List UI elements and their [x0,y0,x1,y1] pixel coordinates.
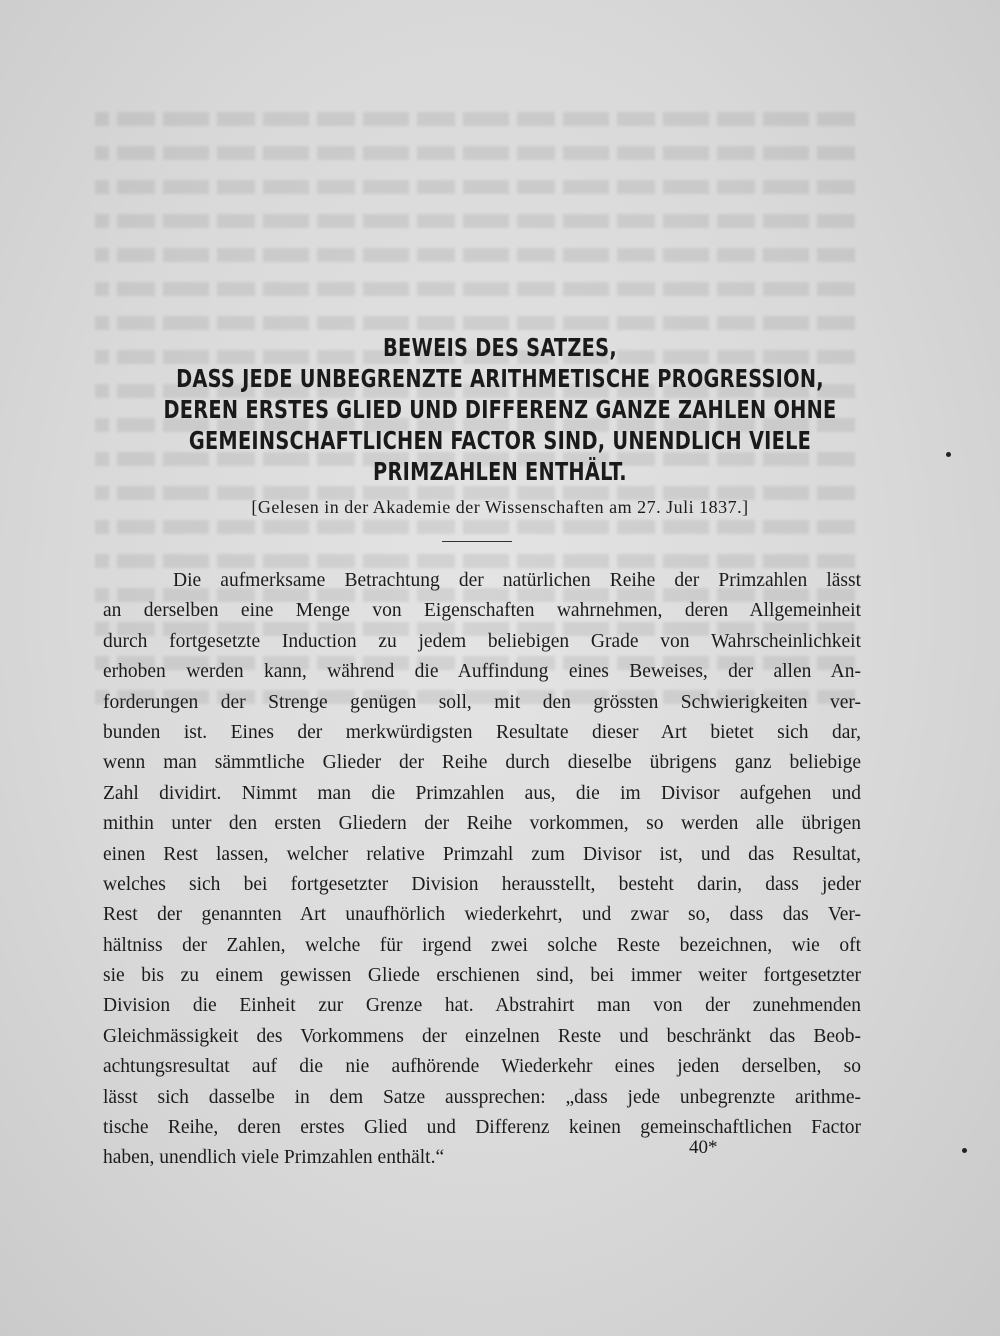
page-number: 40* [689,1137,718,1158]
body-line: hältniss der Zahlen, welche für irgend zwei solche Reste bezeichnen, wie oft [103,934,861,956]
body-line: forderungen der Strenge genügen soll, mit den grössten Schwierigkeiten ver- [103,691,861,713]
body-line: sie bis zu einem gewissen Gliede erschienen sind, bei immer weiter fortgesetzter [103,965,861,987]
body-line: achtungsresultat auf die nie aufhörende Wiederkehr eines jeden derselben, so [103,1056,861,1078]
body-line: an derselben eine Menge von Eigenschaften wahrnehmen, deren Allgemeinheit [103,600,861,622]
body-paragraph [103,566,861,1174]
body-line: Gleichmässigkeit des Vorkommens der einzelnen Reste und beschränkt das Beob- [103,1025,861,1047]
title-line: PRIMZAHLEN ENTHÄLT. [373,457,627,486]
scan-speck [946,452,951,457]
article-title [80,332,920,487]
body-line: mithin unter den ersten Gliedern der Reihe vorkommen, so werden alle übrigen [103,813,861,835]
body-line: Die aufmerksame Betrachtung der natürlichen Reihe der Primzahlen lässt [173,570,861,591]
separator-rule [442,541,512,542]
title-line: BEWEIS DES SATZES, [383,333,617,362]
body-line: haben, unendlich viele Primzahlen enthält.“ [103,1147,445,1169]
reading-note: [Gelesen in der Akademie der Wissenschaften am 27. Juli 1837.] [251,497,749,517]
body-line: Rest der genannten Art unaufhörlich wiederkehrt, und zwar so, dass das Ver- [103,904,861,926]
title-line: DEREN ERSTES GLIED UND DIFFERENZ GANZE ZAHLEN OHNE [163,395,837,424]
body-line: tische Reihe, deren erstes Glied und Differenz keinen gemeinschaftlichen Factor [103,1117,861,1139]
body-line: welches sich bei fortgesetzter Division herausstellt, besteht darin, dass jeder [103,873,861,895]
title-line: GEMEINSCHAFTLICHEN FACTOR SIND, UNENDLICH VIELE [188,426,812,455]
scan-speck [962,1148,967,1153]
body-line: einen Rest lassen, welcher relative Primzahl zum Divisor ist, und das Resultat, [103,843,861,865]
body-line: bunden ist. Eines der merkwürdigsten Resultate dieser Art bietet sich dar, [103,721,861,743]
body-line: Division die Einheit zur Grenze hat. Abstrahirt man von der zunehmenden [103,995,861,1017]
body-line: durch fortgesetzte Induction zu jedem beliebigen Grade von Wahrscheinlichkeit [103,630,861,652]
title-line: DASS JEDE UNBEGRENZTE ARITHMETISCHE PROGRESSION, [176,364,824,393]
body-line: erhoben werden kann, während die Auffindung eines Beweises, der allen An- [103,661,861,683]
body-line: Zahl dividirt. Nimmt man die Primzahlen aus, die im Divisor aufgehen und [103,782,861,804]
body-line: lässt sich dasselbe in dem Satze aussprechen: „dass jede unbegrenzte arithme- [103,1086,861,1108]
body-line: wenn man sämmtliche Glieder der Reihe durch dieselbe übrigens ganz beliebige [103,752,861,774]
